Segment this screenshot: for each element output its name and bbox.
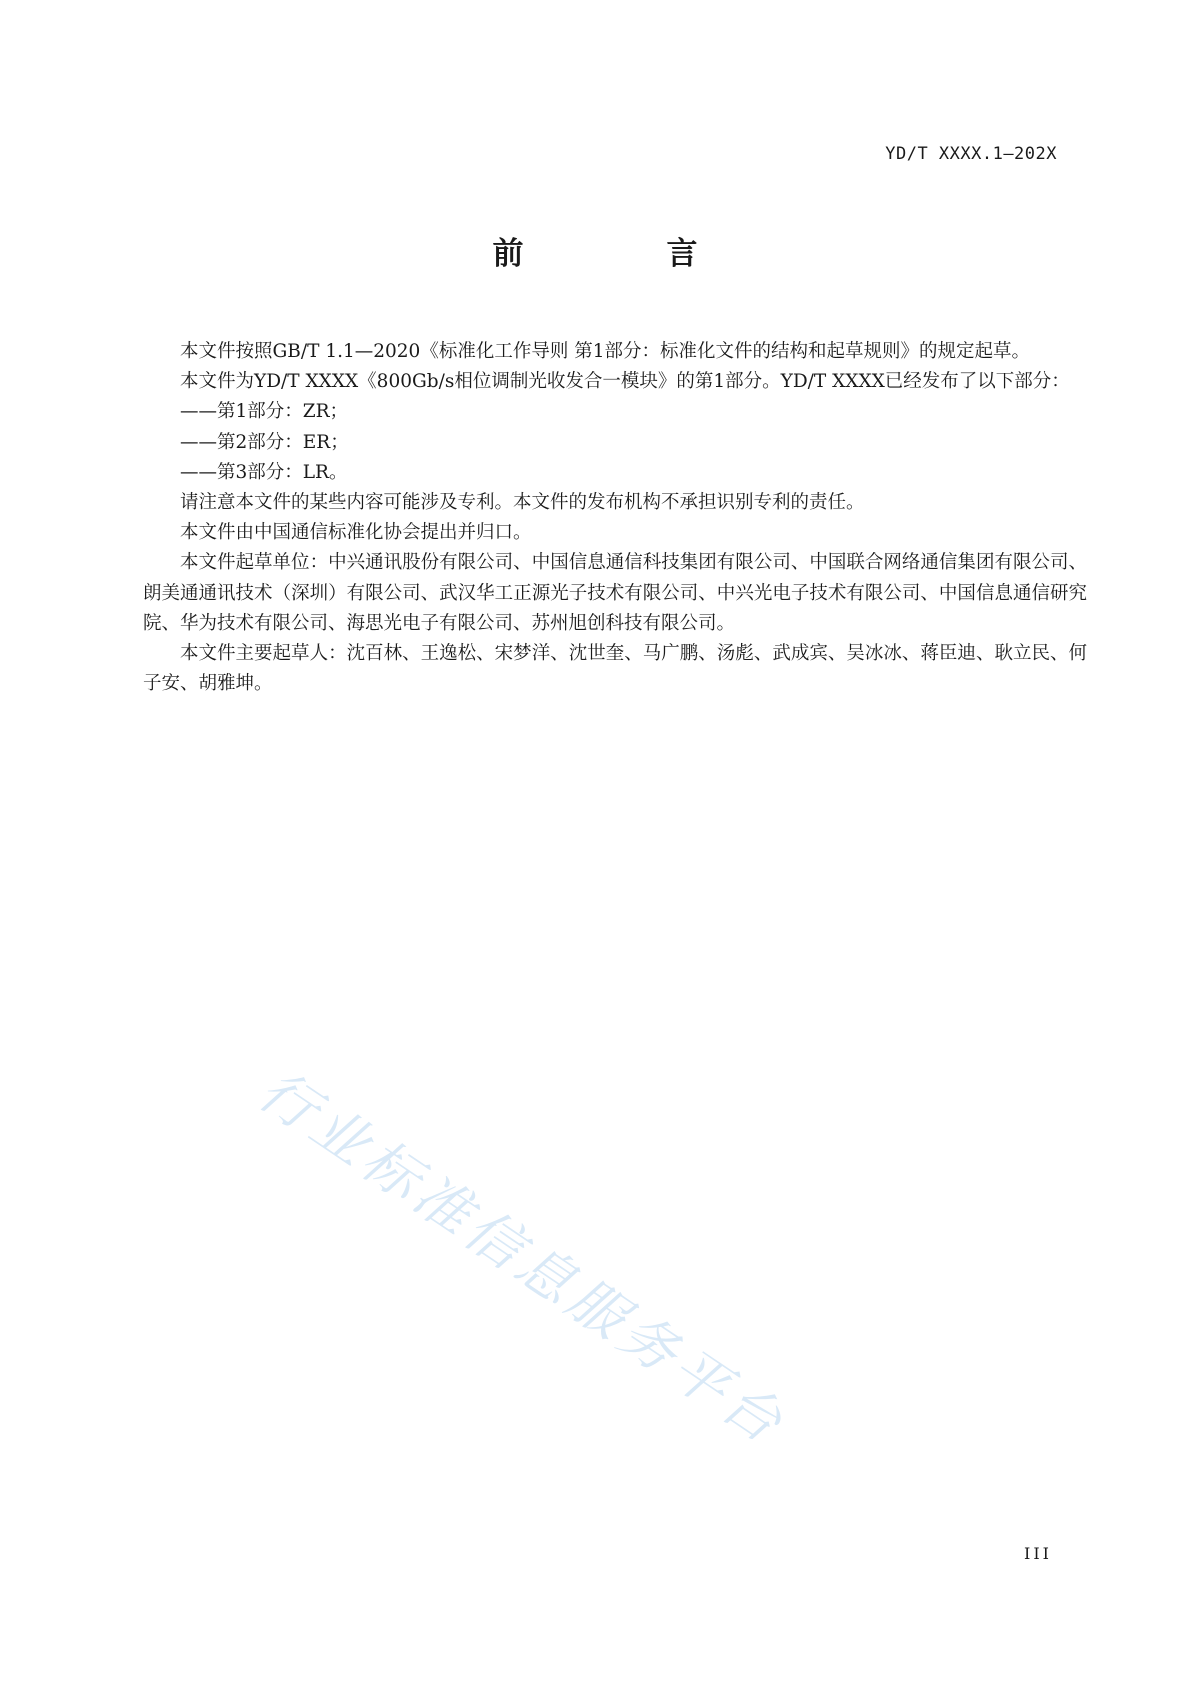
paragraph-patent-notice: 请注意本文件的某些内容可能涉及专利。本文件的发布机构不承担识别专利的责任。 — [180, 492, 865, 514]
paragraph-drafters: 本文件主要起草人：沈百林、王逸松、宋梦洋、沈世奎、马广鹏、汤彪、武成宾、吴冰冰、蒋臣迪、耿立民、何子安、胡雅坤。 — [143, 643, 1087, 695]
foreword-body — [143, 337, 1087, 699]
paragraph-series-intro: 本文件为YD/T XXXX《800Gb/s相位调制光收发合一模块》的第1部分。YD/T XXXX已经发布了以下部分： — [180, 371, 1070, 393]
paragraph-drafting-units: 本文件起草单位：中兴通讯股份有限公司、中国信息通信科技集团有限公司、中国联合网络通信集团有限公司、朗美通通讯技术（深圳）有限公司、武汉华工正源光子技术有限公司、中兴光电子技术有限公司、中国信息通信研究院、华为技术有限公司、海思光电子有限公司、苏州旭创科技有限公司。 — [143, 552, 1087, 634]
page-title: 前 言 — [492, 236, 754, 272]
list-item-part-1: ——第1部分：ZR； — [180, 401, 349, 423]
paragraph-standard-basis: 本文件按照GB/T 1.1—2020《标准化工作导则 第1部分：标准化文件的结构和起草规则》的规定起草。 — [180, 341, 1030, 362]
page-number: III — [1024, 1544, 1052, 1563]
list-item-part-2: ——第2部分：ER； — [180, 431, 349, 453]
document-code: YD/T XXXX.1—202X — [885, 144, 1057, 164]
paragraph-proposer: 本文件由中国通信标准化协会提出并归口。 — [180, 522, 532, 544]
watermark: 行业标准信息服务平台 — [246, 1057, 798, 1459]
list-item-part-3: ——第3部分：LR。 — [180, 461, 348, 483]
